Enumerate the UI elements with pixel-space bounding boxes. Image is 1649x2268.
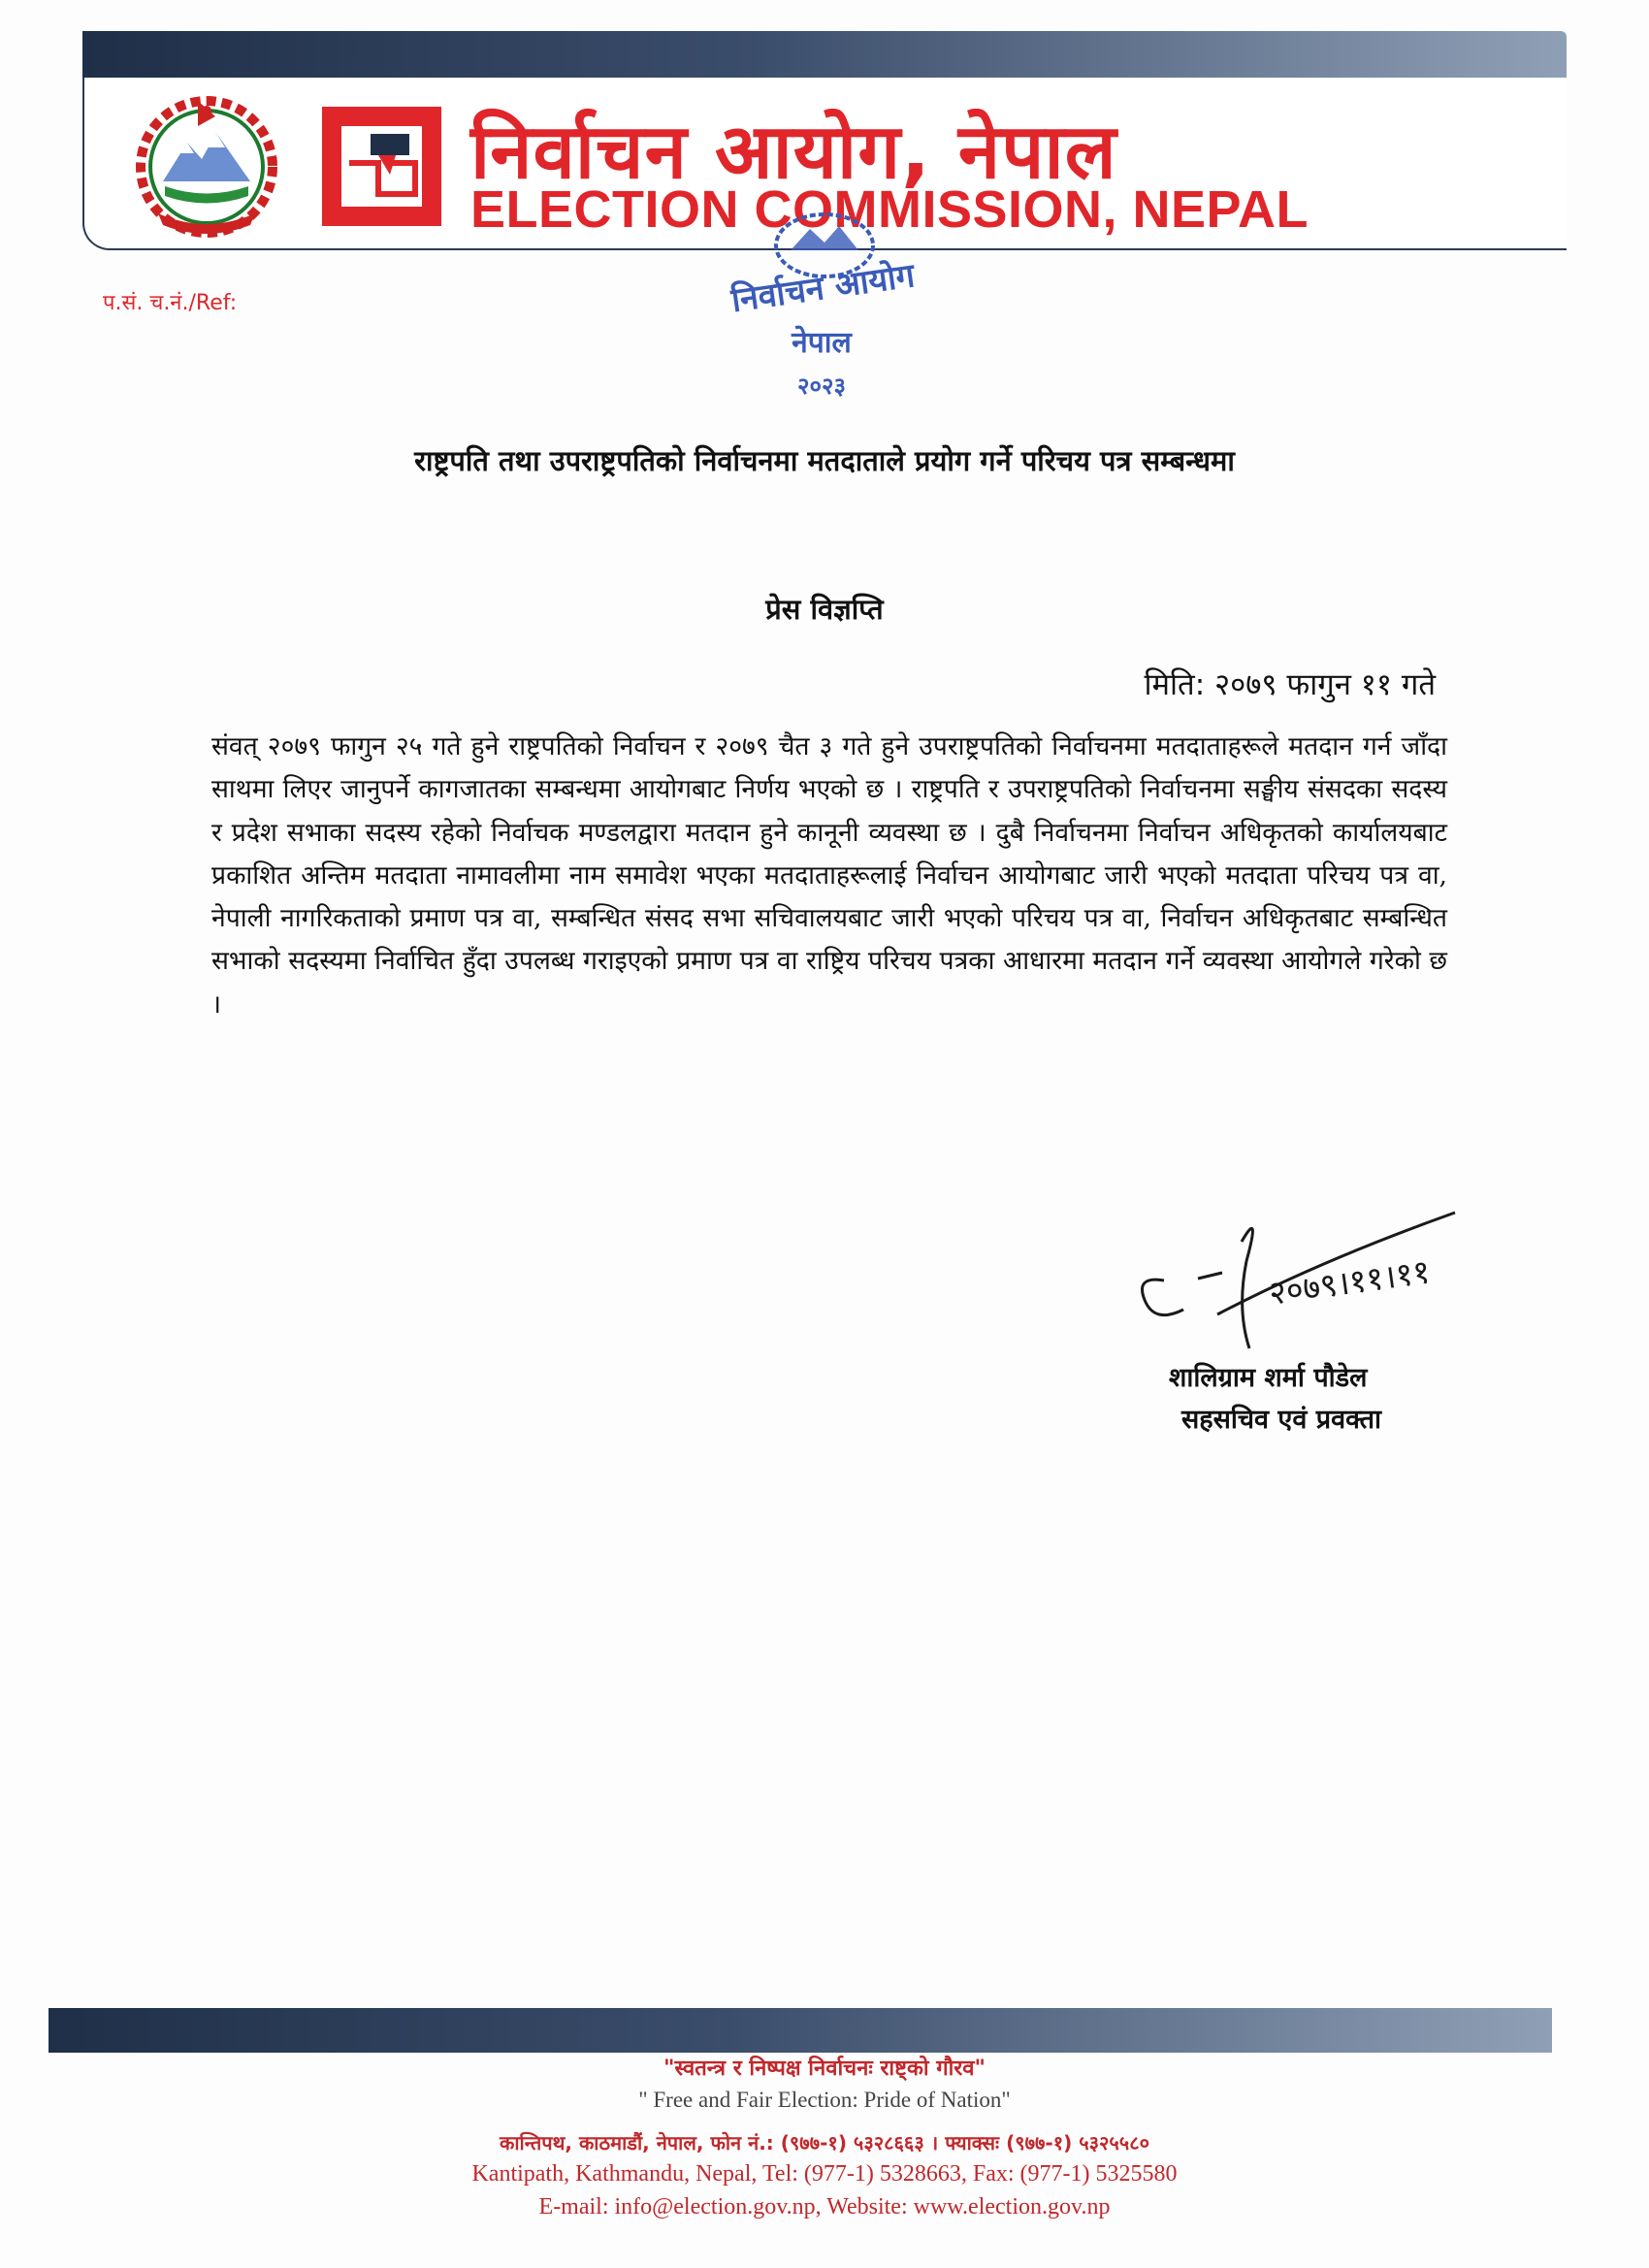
document-date: मिति: २०७९ फागुन ११ गते [1144, 667, 1436, 702]
commission-title-nepali: निर्वाचन आयोग, नेपाल [470, 109, 1117, 196]
footer-bar [48, 2008, 1552, 2053]
footer-address-english: Kantipath, Kathmandu, Nepal, Tel: (977-1) 5328663, Fax: (977-1) 5325580 [471, 2161, 1178, 2187]
document-subject: राष्ट्रपति तथा उपराष्ट्रपतिको निर्वाचनमा मतदाताले प्रयोग गर्ने परिचय पत्र सम्बन्धमा [414, 444, 1235, 477]
stamp-line2: नेपाल [792, 326, 852, 360]
footer-contact-english: E-mail: info@election.gov.np, Website: www.election.gov.np [538, 2194, 1111, 2219]
stamp-year: २०२३ [797, 373, 846, 400]
nepal-national-emblem-icon [124, 89, 289, 244]
handwritten-signature [1125, 1203, 1504, 1368]
footer-address-nepali: कान्तिपथ, काठमाडौं, नेपाल, फोन नं.: (९७७-१) ५३२८६६३ । फ्याक्सः (९७७-१) ५३२५५८० [499, 2131, 1150, 2155]
reference-label: प.सं. च.नं./Ref: [103, 291, 238, 315]
signatory-name: शालिग्राम शर्मा पौडेल [1169, 1363, 1368, 1393]
document-body: संवत् २०७९ फागुन २५ गते हुने राष्ट्रपतिको निर्वाचन र २०७९ चैत ३ गते हुने उपराष्ट्रपतिको निर्वाचनमा मतदाताहरूले मतदान गर्न जाँदा साथमा लिएर जानुपर्ने कागजातका सम्बन्धमा आयोगबाट निर्णय भएको छ । राष्ट्रपति र उपराष्ट्रपतिको निर्वाचनमा सङ्घीय संसदका सदस्य र प्रदेश सभाका सदस्य रहेको निर्वाचक मण्डलद्वारा मतदान हुने कानूनी व्यवस्था छ । दुबै निर्वाचनमा निर्वाचन अधिकृतको कार्यालयबाट प्रकाशित अन्तिम मतदाता नामावलीमा नाम समावेश भएका मतदाताहरूलाई निर्वाचन आयोगबाट जारी भएको मतदाता परिचय पत्र वा, नेपाली नागरिकताको प्रमाण पत्र वा, सम्बन्धित संसद सभा सचिवालयबाट जारी भएको परिचय पत्र वा, निर्वाचन अधिकृतबाट सम्बन्धित सभाको सदस्यमा निर्वाचित हुँदा उपलब्ध गराइएको प्रमाण पत्र वा राष्ट्रिय परिचय पत्रका आधारमा मतदान गर्ने व्यवस्था आयोगले गरेको छ । [211, 731, 1447, 1020]
commission-title-english: ELECTION COMMISSION, NEPAL [470, 180, 1310, 239]
footer-slogan-nepali: "स्वतन्त्र र निष्पक्ष निर्वाचनः राष्ट्को गौरव" [663, 2057, 986, 2081]
office-seal-stamp [713, 211, 936, 405]
signatory-title: सहसचिव एवं प्रवक्ता [1181, 1405, 1381, 1435]
press-release-title: प्रेस विज्ञप्ति [765, 593, 884, 626]
footer-slogan-english: " Free and Fair Election: Pride of Nation" [638, 2088, 1011, 2112]
signature-date: २०७९।११।११ [1266, 1252, 1433, 1313]
stamp-line1: निर्वाचन आयोग [728, 256, 918, 321]
header-top-bar [82, 31, 1567, 78]
ballot-box-logo-icon [320, 105, 443, 228]
